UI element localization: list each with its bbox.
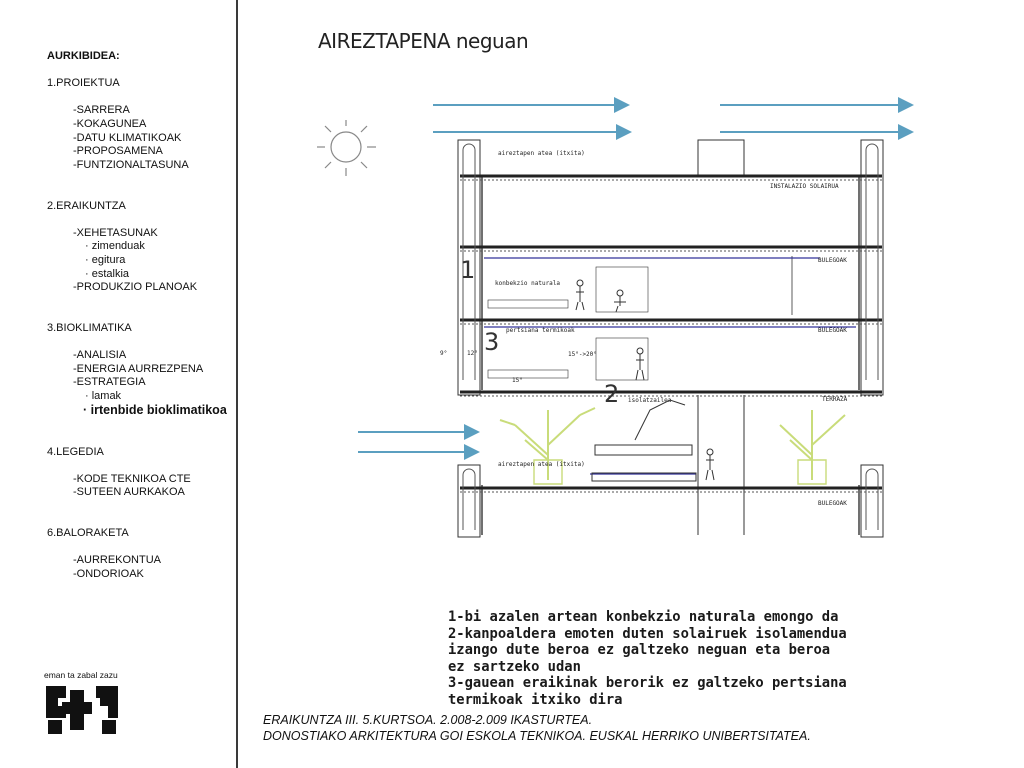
callout-1: 1 — [460, 256, 476, 284]
nav-item-estalkia[interactable]: · estalkia — [85, 267, 130, 280]
nav-item-kode-teknikoa[interactable]: -KODE TEKNIKOA CTE — [73, 472, 191, 485]
vent-bottom-label: aireztapen atea (itxita) — [498, 461, 585, 468]
section-proiektua[interactable]: 1.PROIEKTUA — [47, 77, 120, 90]
callout-2: 2 — [604, 380, 620, 408]
nav-item-estrategia[interactable]: -ESTRATEGIA — [73, 376, 146, 389]
nav-item-proposamena[interactable]: -PROPOSAMENA — [73, 145, 163, 158]
nav-item-zimenduak[interactable]: · zimenduak — [85, 240, 145, 253]
sidebar — [0, 0, 238, 768]
note-line: 1-bi azalen artean konbekzio naturala emongo da — [448, 609, 839, 625]
nav-item-sarrera[interactable]: -SARRERA — [73, 104, 130, 117]
floor1-label: BULEGOAK — [818, 257, 847, 264]
table-of-contents — [47, 50, 237, 582]
vent-top-label: aireztapen atea (itxita) — [498, 150, 585, 157]
explanation-notes — [448, 609, 847, 708]
temp-12-label: 12° — [467, 350, 478, 357]
building-section-drawing — [300, 80, 940, 570]
university-logo — [44, 670, 120, 741]
nav-item-suteen-aurkakoa[interactable]: -SUTEEN AURKAKOA — [73, 486, 185, 499]
nav-item-analisia[interactable]: -ANALISIA — [73, 349, 127, 362]
footer — [263, 712, 811, 744]
airflow-arrows — [463, 144, 878, 530]
logo-motto: eman ta zabal zazu — [44, 670, 118, 680]
note-line: 3-gauean eraikinak berorik ez galtzeko pertsiana — [448, 675, 847, 691]
nav-item-datu-klimatikoak[interactable]: -DATU KLIMATIKOAK — [73, 131, 182, 144]
footer-course: ERAIKUNTZA III. 5.KURTSOA. 2.008-2.009 IKASTURTEA. — [263, 713, 593, 727]
nav-item-egitura[interactable]: · egitura — [85, 253, 126, 266]
nav-item-xehetasunak[interactable]: -XEHETASUNAK — [73, 226, 158, 239]
nav-item-aurrekontua[interactable]: -AURREKONTUA — [73, 554, 162, 567]
terrace-label: TERRAZA — [822, 396, 848, 403]
upv-ehu-emblem-icon — [44, 684, 120, 736]
section-bioklimatika[interactable]: 3.BIOKLIMATIKA — [47, 321, 132, 334]
note-line: termikoak itxiko dira — [448, 691, 623, 708]
footer-institution: DONOSTIAKO ARKITEKTURA GOI ESKOLA TEKNIKOA. EUSKAL HERRIKO UNIBERTSITATEA. — [263, 729, 811, 743]
nav-item-energia-aurrezpena[interactable]: -ENERGIA AURREZPENA — [73, 362, 204, 375]
sun-icon — [317, 120, 376, 176]
nav-item-kokagunea[interactable]: -KOKAGUNEA — [73, 117, 147, 130]
callout-3: 3 — [484, 328, 500, 356]
note-line: 2-kanpoaldera emoten duten solairuek isolamendua — [448, 625, 847, 642]
note-line: izango dute beroa ez galtzeko neguan eta beroa — [448, 642, 831, 658]
roof-label: INSTALAZIO SOLAIRUA — [770, 183, 839, 190]
slide-title: AIREZTAPENA neguan — [318, 29, 529, 53]
floor2-label: BULEGOAK — [818, 327, 847, 334]
section-eraikuntza[interactable]: 2.ERAIKUNTZA — [47, 199, 126, 212]
ground-label: BULEGOAK — [818, 500, 847, 507]
nav-item-ondorioak[interactable]: -ONDORIOAK — [73, 567, 144, 580]
nav-item-produkzio-planoak[interactable]: -PRODUKZIO PLANOAK — [73, 281, 198, 294]
note-line: ez sartzeko udan — [448, 658, 581, 675]
temp-range-label: 15°->20° — [568, 351, 597, 358]
nav-item-irtenbide-bioklimatikoa[interactable]: · irtenbide bioklimatikoa — [83, 403, 227, 418]
temp-9-label: 9° — [440, 350, 448, 357]
convection-label: konbekzio naturala — [495, 280, 561, 287]
nav-item-funtzionaltasuna[interactable]: -FUNTZIONALTASUNA — [73, 158, 189, 171]
section-legedia[interactable]: 4.LEGEDIA — [47, 445, 104, 458]
index-title: AURKIBIDEA: — [47, 50, 120, 62]
insulation-label: isolatzailea — [628, 397, 672, 404]
building-structure — [458, 140, 883, 537]
nav-item-lamak[interactable]: · lamak — [85, 389, 122, 402]
temp-15-label: 15° — [512, 377, 523, 384]
blind-label: pertsiana termikoak — [506, 327, 575, 334]
section-baloraketa[interactable]: 6.BALORAKETA — [47, 527, 129, 540]
